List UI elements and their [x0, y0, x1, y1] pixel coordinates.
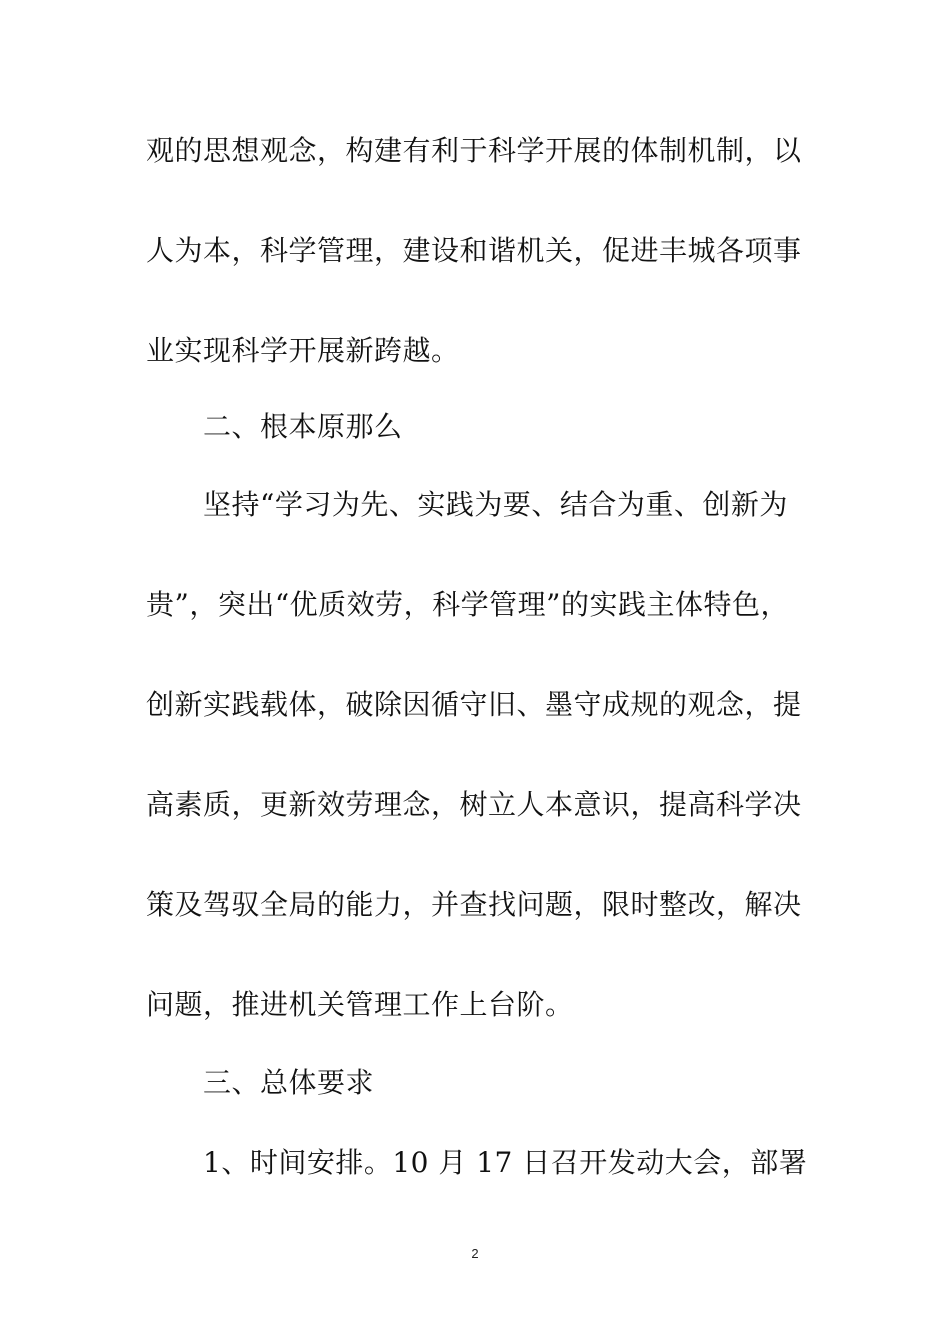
body-text-line: 贵”，突出“优质效劳，科学管理”的实践主体特色，: [146, 588, 789, 621]
body-text-line: 业实现科学开展新跨越。: [146, 334, 460, 367]
body-text-line: 策及驾驭全局的能力，并查找问题，限时整改，解决: [146, 888, 802, 921]
body-text-line: 坚持“学习为先、实践为要、结合为重、创新为: [203, 488, 788, 521]
body-text-line: 创新实践载体，破除因循守旧、墨守成规的观念，提: [146, 688, 802, 721]
body-text-line: 观的思想观念，构建有利于科学开展的体制机制，以: [146, 134, 802, 167]
section-heading: 二、根本原那么: [203, 410, 403, 443]
body-text-line: 1、时间安排。10 月 17 日召开发动大会，部署: [203, 1146, 808, 1179]
body-text-line: 人为本，科学管理，建设和谐机关，促进丰城各项事: [146, 234, 802, 267]
body-text-line: 问题，推进机关管理工作上台阶。: [146, 988, 574, 1021]
section-heading: 三、总体要求: [203, 1066, 375, 1099]
body-text-line: 高素质，更新效劳理念，树立人本意识，提高科学决: [146, 788, 802, 821]
page-number: 2: [471, 1246, 479, 1261]
